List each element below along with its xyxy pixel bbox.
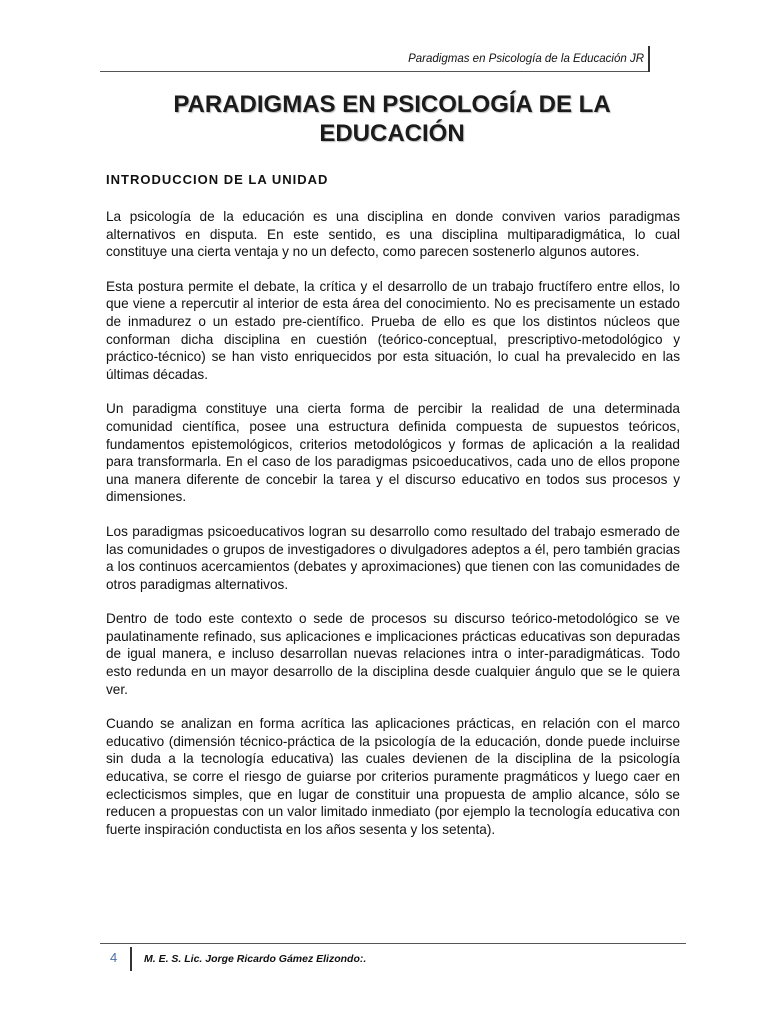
footer-author: M. E. S. Lic. Jorge Ricardo Gámez Elizondo:. bbox=[144, 953, 367, 965]
paragraph-1: La psicología de la educación es una disciplina en donde conviven varios paradigmas alternativos en disputa. En este sentido, es una disciplina multiparadigmática, lo cual constituye una cierta ventaja y no un defecto, como parecen sostenerlo algunos autores. bbox=[106, 209, 680, 260]
page-number: 4 bbox=[110, 950, 118, 965]
header-vertical-bar bbox=[648, 46, 650, 72]
body-text bbox=[106, 208, 680, 855]
title-line-2: EDUCACIÓN bbox=[319, 120, 465, 147]
paragraph-2: Esta postura permite el debate, la crítica y el desarrollo de un trabajo fructífero entre ellos, lo que viene a repercutir al interior de esta área del conocimiento. No es precisamente un estado de inmadurez o un estado pre-científico. Prueba de ello es que los distintos núcleos que conforman dicha disciplina en cuestión (teórico-conceptual, prescriptivo-metodológico y práctico-técnico) se han visto enriquecidos por esta situación, lo cual ha prevalecido en las últimas décadas. bbox=[106, 278, 680, 382]
header-rule bbox=[100, 71, 650, 72]
paragraph-5: Dentro de todo este contexto o sede de procesos su discurso teórico-metodológico se ve paulatinamente refinado, sus aplicaciones e implicaciones prácticas educativas son depuradas de igual manera, e incluso desarrollan nuevas relaciones intra o inter-paradigmáticas. Todo esto redunda en un mayor desarrollo de la disciplina desde cualquier ángulo que se le quiera ver. bbox=[106, 611, 680, 697]
document-title bbox=[106, 90, 678, 148]
paragraph-3: Un paradigma constituye una cierta forma de percibir la realidad de una determinada comunidad científica, posee una estructura definida compuesta de supuestos teóricos, fundamentos epistemológicos, criterios metodológicos y formas de aplicación a la realidad para transformarla. En el caso de los paradigmas psicoeducativos, cada uno de ellos propone una manera diferente de concebir la tarea y el discurso educativo en todos sus procesos y dimensiones. bbox=[106, 401, 680, 505]
footer-vertical-bar bbox=[130, 947, 132, 971]
page-footer bbox=[100, 943, 686, 973]
paragraph-6: Cuando se analizan en forma acrítica las aplicaciones prácticas, en relación con el marco educativo (dimensión técnico-práctica de la psicología de la educación, donde puede incluirse sin duda a la tecnología educativa) las cuales devienen de la disciplina de la psicología educativa, se corre el riesgo de guiarse por criterios puramente pragmáticos y luego caer en eclecticismos simples, que en lugar de constituir una propuesta de amplio alcance, sólo se reducen a propuestas con un valor limitado inmediato (por ejemplo la tecnología educativa con fuerte inspiración conductista en los años sesenta y los setenta). bbox=[106, 716, 680, 837]
footer-rule bbox=[100, 943, 686, 944]
page-header bbox=[100, 44, 658, 72]
section-heading: INTRODUCCION DE LA UNIDAD bbox=[106, 172, 329, 187]
running-header-title: Paradigmas en Psicología de la Educación JR bbox=[408, 53, 644, 65]
paragraph-4: Los paradigmas psicoeducativos logran su desarrollo como resultado del trabajo esmerado de las comunidades o grupos de investigadores o divulgadores adeptos a él, pero también gracias a los continuos acercamientos (debates y aproximaciones) que tienen con las comunidades de otros paradigmas alternativos. bbox=[106, 523, 680, 592]
title-line-1: PARADIGMAS EN PSICOLOGÍA DE LA bbox=[173, 91, 611, 118]
